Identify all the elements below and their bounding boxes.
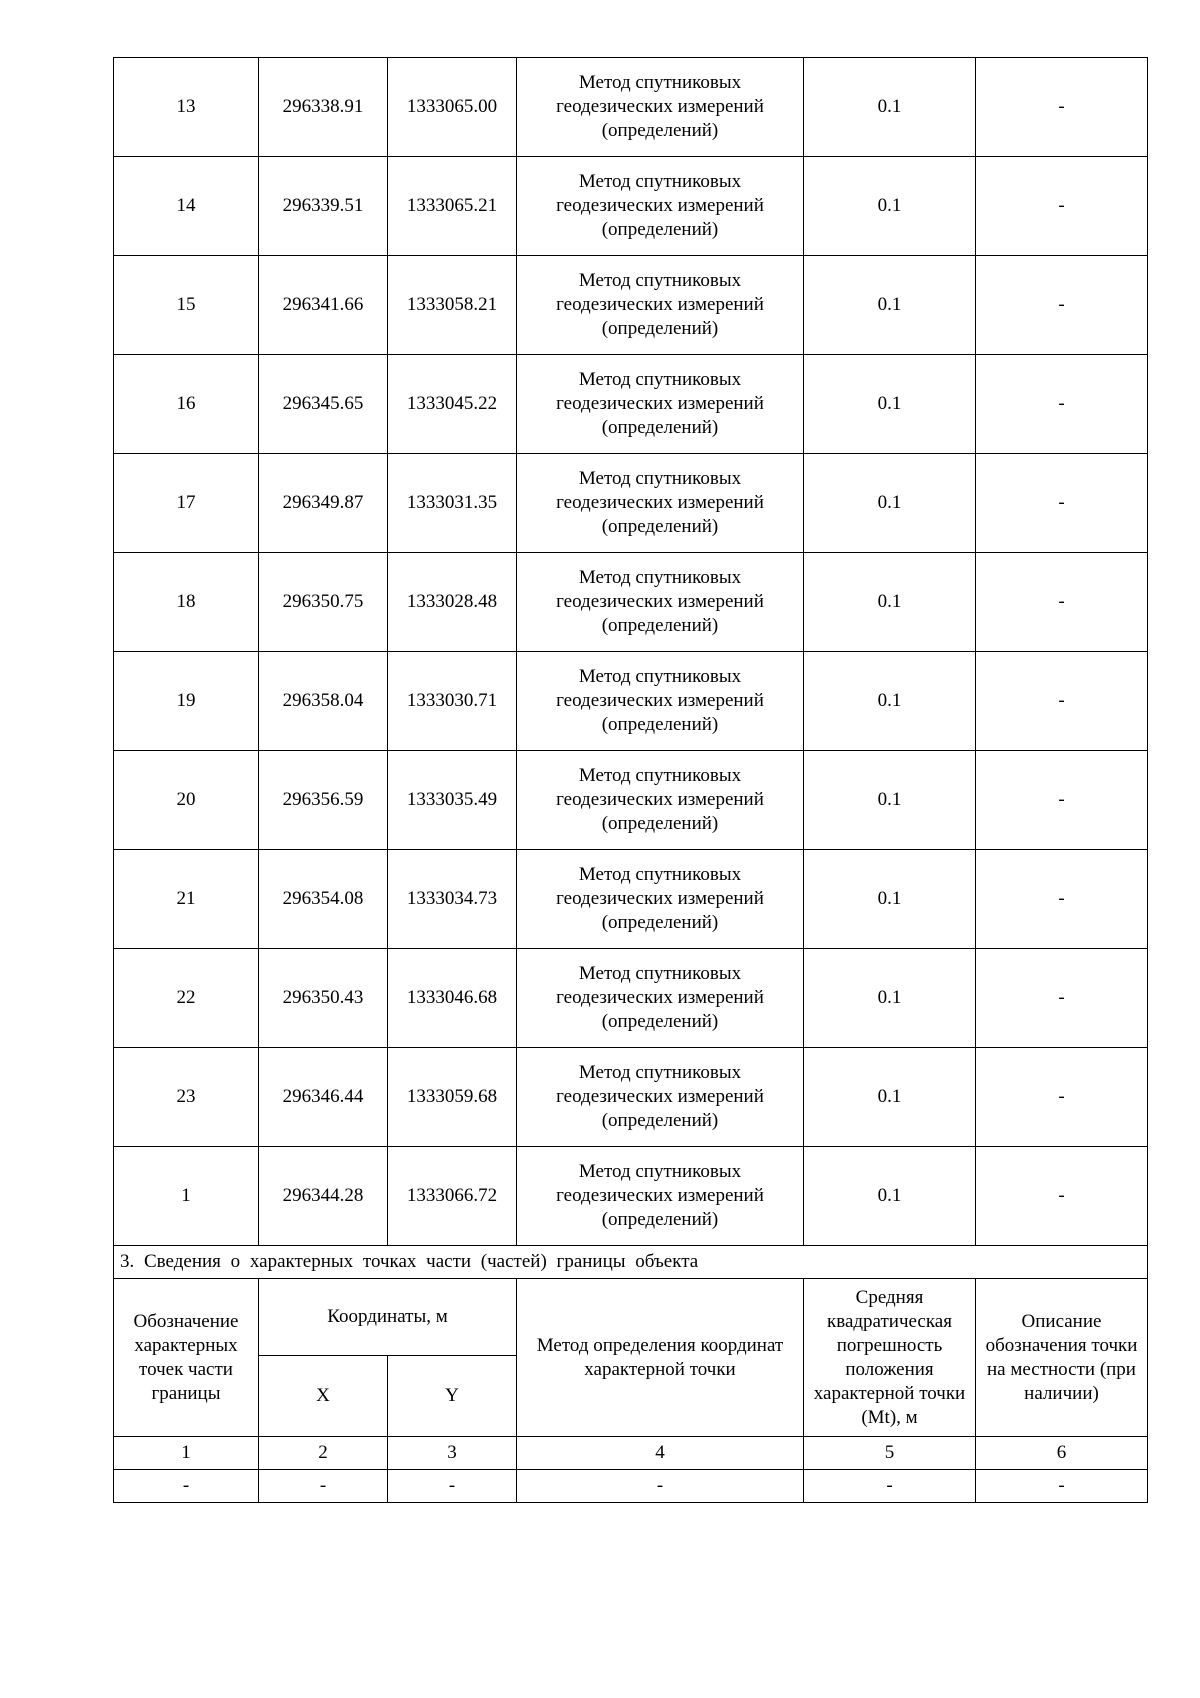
table-row (114, 553, 1148, 652)
section3-title: 3. Сведения о характерных точках части (частей) границы объекта (114, 1246, 1148, 1279)
cell-description: - (976, 454, 1148, 553)
cell-y-coordinate: 1333065.00 (388, 58, 517, 157)
section3-header-row-1 (114, 1279, 1148, 1356)
cell-point-number: 13 (114, 58, 259, 157)
cell-description: - (976, 949, 1148, 1048)
cell-method: Метод спутниковых геодезических измерений (определений) (517, 553, 804, 652)
header-description: Описание обозначения точки на местности (при наличии) (976, 1279, 1148, 1437)
cell-description: - (976, 1147, 1148, 1246)
cell-point-number: 14 (114, 157, 259, 256)
cell-mt: 0.1 (804, 1048, 976, 1147)
header-point-designation: Обозначение характерных точек части границы (114, 1279, 259, 1437)
table-row (114, 58, 1148, 157)
cell-x-coordinate: 296344.28 (259, 1147, 388, 1246)
table-body (114, 58, 1148, 1246)
cell-mt: 0.1 (804, 1147, 976, 1246)
cell-mt: 0.1 (804, 355, 976, 454)
cell-method: Метод спутниковых геодезических измерений (определений) (517, 850, 804, 949)
cell-y-coordinate: 1333059.68 (388, 1048, 517, 1147)
table-row (114, 1048, 1148, 1147)
cell-point-number: 18 (114, 553, 259, 652)
table-row (114, 1147, 1148, 1246)
cell-y-coordinate: 1333034.73 (388, 850, 517, 949)
header-coordinates: Координаты, м (259, 1279, 517, 1356)
cell-mt: 0.1 (804, 949, 976, 1048)
cell-method: Метод спутниковых геодезических измерений (определений) (517, 1048, 804, 1147)
cell-y-coordinate: 1333028.48 (388, 553, 517, 652)
cell-method: Метод спутниковых геодезических измерений (определений) (517, 1147, 804, 1246)
section3-title-row (114, 1246, 1148, 1279)
cell-y-coordinate: 1333046.68 (388, 949, 517, 1048)
cell-point-number: 20 (114, 751, 259, 850)
cell-method: Метод спутниковых геодезических измерений (определений) (517, 454, 804, 553)
cell-x-coordinate: 296350.43 (259, 949, 388, 1048)
column-number: 3 (388, 1437, 517, 1470)
cell-y-coordinate: 1333045.22 (388, 355, 517, 454)
cell-description: - (976, 850, 1148, 949)
cell-x-coordinate: 296350.75 (259, 553, 388, 652)
column-number: 2 (259, 1437, 388, 1470)
cell-point-number: 17 (114, 454, 259, 553)
table-row (114, 454, 1148, 553)
empty-cell: - (259, 1470, 388, 1503)
cell-mt: 0.1 (804, 454, 976, 553)
cell-x-coordinate: 296356.59 (259, 751, 388, 850)
header-mt: Средняя квадратическая погрешность положения характерной точки (Mt), м (804, 1279, 976, 1437)
cell-method: Метод спутниковых геодезических измерений (определений) (517, 157, 804, 256)
table-row (114, 751, 1148, 850)
cell-point-number: 21 (114, 850, 259, 949)
column-number: 6 (976, 1437, 1148, 1470)
cell-y-coordinate: 1333031.35 (388, 454, 517, 553)
table-row (114, 355, 1148, 454)
cell-description: - (976, 1048, 1148, 1147)
empty-cell: - (517, 1470, 804, 1503)
cell-mt: 0.1 (804, 850, 976, 949)
empty-cell: - (976, 1470, 1148, 1503)
cell-description: - (976, 355, 1148, 454)
header-method: Метод определения координат характерной точки (517, 1279, 804, 1437)
cell-mt: 0.1 (804, 553, 976, 652)
header-y: Y (388, 1356, 517, 1437)
cell-point-number: 15 (114, 256, 259, 355)
cell-y-coordinate: 1333066.72 (388, 1147, 517, 1246)
table-row (114, 256, 1148, 355)
section3-empty-row (114, 1470, 1148, 1503)
cell-method: Метод спутниковых геодезических измерений (определений) (517, 652, 804, 751)
cell-point-number: 1 (114, 1147, 259, 1246)
column-number: 1 (114, 1437, 259, 1470)
table-row (114, 949, 1148, 1048)
empty-cell: - (114, 1470, 259, 1503)
cell-description: - (976, 652, 1148, 751)
cell-x-coordinate: 296349.87 (259, 454, 388, 553)
cell-method: Метод спутниковых геодезических измерений (определений) (517, 949, 804, 1048)
cell-point-number: 23 (114, 1048, 259, 1147)
cell-description: - (976, 256, 1148, 355)
column-number: 5 (804, 1437, 976, 1470)
table-row (114, 652, 1148, 751)
cell-y-coordinate: 1333030.71 (388, 652, 517, 751)
column-number: 4 (517, 1437, 804, 1470)
cell-y-coordinate: 1333035.49 (388, 751, 517, 850)
cell-mt: 0.1 (804, 58, 976, 157)
cell-mt: 0.1 (804, 256, 976, 355)
cell-x-coordinate: 296338.91 (259, 58, 388, 157)
cell-description: - (976, 553, 1148, 652)
cell-x-coordinate: 296339.51 (259, 157, 388, 256)
cell-method: Метод спутниковых геодезических измерений (определений) (517, 355, 804, 454)
cell-y-coordinate: 1333058.21 (388, 256, 517, 355)
cell-x-coordinate: 296346.44 (259, 1048, 388, 1147)
empty-cell: - (804, 1470, 976, 1503)
cell-x-coordinate: 296358.04 (259, 652, 388, 751)
cell-point-number: 22 (114, 949, 259, 1048)
cell-x-coordinate: 296341.66 (259, 256, 388, 355)
cell-method: Метод спутниковых геодезических измерений (определений) (517, 58, 804, 157)
cell-point-number: 16 (114, 355, 259, 454)
cell-point-number: 19 (114, 652, 259, 751)
cell-description: - (976, 58, 1148, 157)
cell-x-coordinate: 296354.08 (259, 850, 388, 949)
header-x: X (259, 1356, 388, 1437)
table-row (114, 850, 1148, 949)
cell-mt: 0.1 (804, 157, 976, 256)
cell-mt: 0.1 (804, 751, 976, 850)
cell-description: - (976, 157, 1148, 256)
cell-y-coordinate: 1333065.21 (388, 157, 517, 256)
cell-method: Метод спутниковых геодезических измерений (определений) (517, 751, 804, 850)
cell-description: - (976, 751, 1148, 850)
empty-cell: - (388, 1470, 517, 1503)
column-number-row (114, 1437, 1148, 1470)
boundary-points-table (113, 57, 1148, 1503)
section3-block (114, 1246, 1148, 1503)
table-row (114, 157, 1148, 256)
cell-mt: 0.1 (804, 652, 976, 751)
cell-method: Метод спутниковых геодезических измерений (определений) (517, 256, 804, 355)
cell-x-coordinate: 296345.65 (259, 355, 388, 454)
